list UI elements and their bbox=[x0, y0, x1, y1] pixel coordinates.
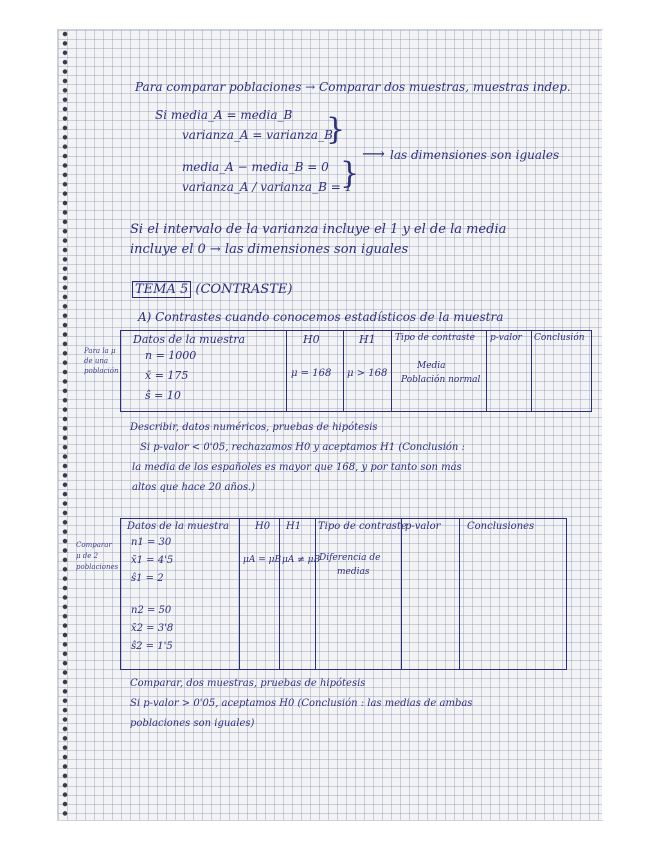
table-2-x2: x̄2 = 3'8 bbox=[131, 623, 174, 634]
table-1-header-pvalor: p-valor bbox=[490, 333, 522, 343]
table-2-header-conclusiones: Conclusiones bbox=[467, 521, 535, 532]
description-1-line-1: Describir, datos numéricos, pruebas de hipótesis bbox=[130, 422, 378, 433]
tema-heading bbox=[132, 282, 292, 297]
condition-variance-ratio: varianza_A / varianza_B = 1 bbox=[182, 180, 353, 194]
tema-title: (CONTRASTE) bbox=[195, 282, 293, 297]
table-2-s1: ŝ1 = 2 bbox=[131, 573, 164, 584]
brace-1: } bbox=[326, 112, 346, 147]
table-1-header-tipo: Tipo de contraste bbox=[395, 333, 475, 343]
table-2-header-tipo: Tipo de contraste bbox=[318, 521, 407, 532]
table-1-header-datos: Datos de la muestra bbox=[133, 333, 246, 346]
paragraph-1-line-1: Si el intervalo de la varianza incluye el 1 y el de la media bbox=[130, 222, 507, 237]
table-2-h0-value: μA = μB bbox=[243, 555, 282, 565]
table-2-tipo-1: Diferencia de bbox=[319, 553, 381, 563]
table-1-tipo-1: Media bbox=[417, 361, 446, 371]
table-1-n: n = 1000 bbox=[145, 349, 197, 362]
description-1-line-2: Si p-valor < 0'05, rechazamos H0 y aceptamos H1 (Conclusión : bbox=[140, 442, 465, 453]
table-1-s: ŝ = 10 bbox=[145, 389, 181, 402]
paragraph-1-line-2: incluye el 0 → las dimensiones son iguales bbox=[130, 242, 409, 257]
arrow-icon: ⟶ bbox=[362, 144, 385, 163]
tema-label: TEMA 5 bbox=[132, 281, 191, 298]
table-1-xbar: x̄ = 175 bbox=[145, 369, 189, 382]
intro-line: Para comparar poblaciones → Comparar dos muestras, muestras indep. bbox=[135, 80, 571, 94]
conditions-result: las dimensiones son iguales bbox=[390, 148, 560, 162]
side-note-1: Para la μ de una población bbox=[84, 347, 119, 375]
description-2-line-3: poblaciones son iguales) bbox=[130, 718, 255, 729]
description-2-line-1: Comparar, dos muestras, pruebas de hipótesis bbox=[130, 678, 366, 689]
table-2 bbox=[120, 518, 567, 670]
description-1-line-3: la media de los españoles es mayor que 168, y por tanto son más bbox=[132, 462, 462, 473]
table-2-header-h0: H0 bbox=[255, 521, 271, 532]
table-2-n2: n2 = 50 bbox=[131, 605, 172, 616]
table-2-n1: n1 = 30 bbox=[131, 537, 172, 548]
table-2-x1: x̄1 = 4'5 bbox=[131, 555, 174, 566]
table-2-header-datos: Datos de la muestra bbox=[127, 521, 229, 532]
table-2-h1-value: μA ≠ μB bbox=[282, 555, 321, 565]
table-1-h0-value: μ = 168 bbox=[291, 368, 332, 379]
condition-mean-diff: media_A − media_B = 0 bbox=[182, 160, 329, 174]
table-1 bbox=[120, 330, 592, 412]
section-a-heading: A) Contrastes cuando conocemos estadísticos de la muestra bbox=[138, 310, 504, 324]
spiral-binding bbox=[58, 30, 72, 820]
table-2-header-h1: H1 bbox=[286, 521, 302, 532]
description-2-line-2: Si p-valor > 0'05, aceptamos H0 (Conclusión : las medias de ambas bbox=[130, 698, 473, 709]
table-1-header-conclusion: Conclusión bbox=[534, 333, 585, 343]
table-2-s2: ŝ2 = 1'5 bbox=[131, 641, 173, 652]
page-margin bbox=[602, 30, 655, 820]
condition-variance-equal: varianza_A = varianza_B bbox=[182, 128, 333, 142]
description-1-line-4: altos que hace 20 años.) bbox=[132, 482, 256, 493]
table-1-h1-value: μ > 168 bbox=[347, 368, 388, 379]
table-1-tipo-2: Población normal bbox=[401, 375, 481, 385]
side-note-2: Comparar μ de 2 poblaciones bbox=[76, 541, 119, 571]
brace-2: } bbox=[340, 156, 360, 191]
condition-mean-equal: Si media_A = media_B bbox=[155, 108, 293, 122]
table-2-tipo-2: medias bbox=[337, 567, 370, 577]
table-2-header-pvalor: p-valor bbox=[405, 521, 441, 532]
table-1-header-h1: H1 bbox=[359, 333, 376, 346]
table-1-header-h0: H0 bbox=[303, 333, 320, 346]
